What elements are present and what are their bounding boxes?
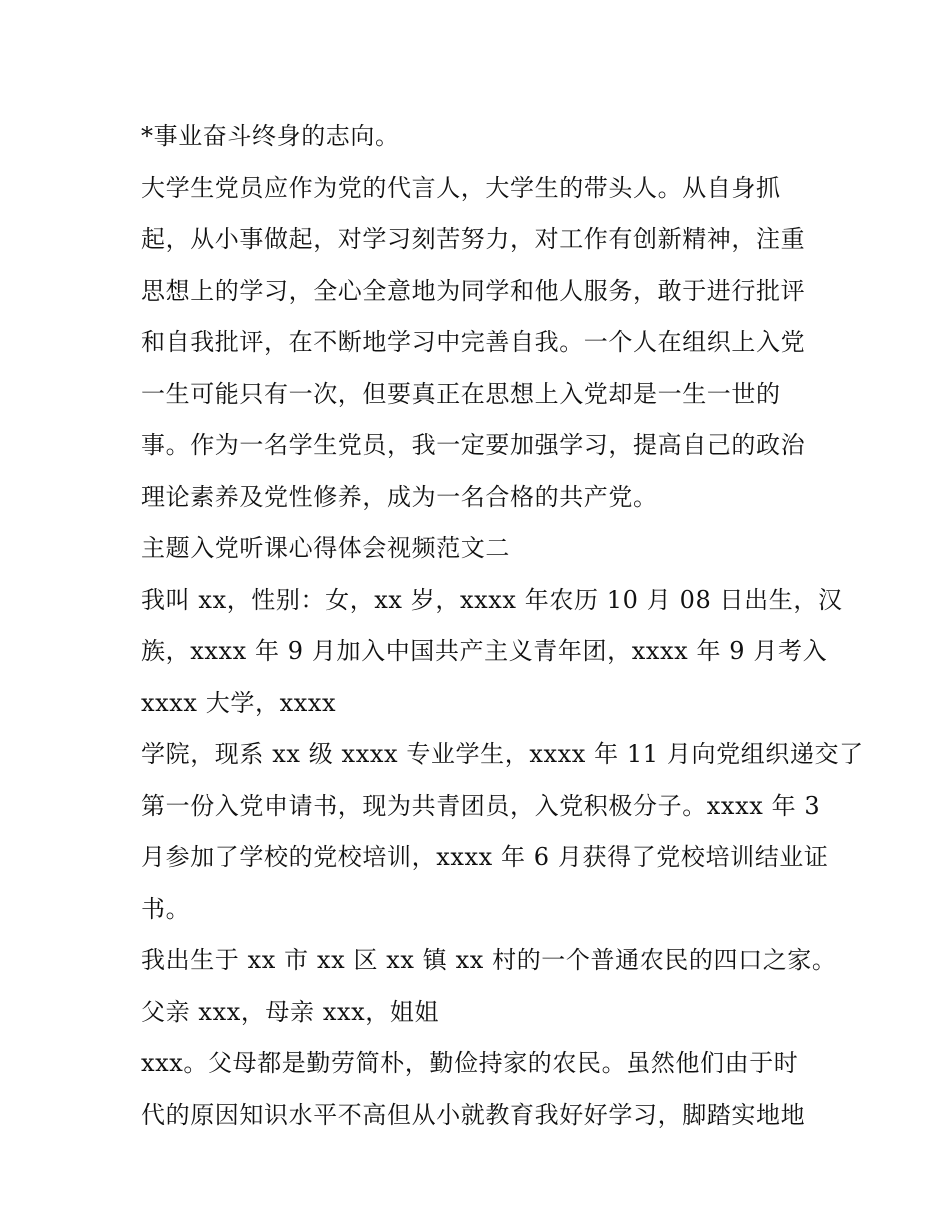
section-heading: 主题入党听课心得体会视频范文二 — [141, 534, 510, 562]
text-line: 我出生于 xx 市 xx 区 xx 镇 xx 村的一个普通农民的四口之家。 — [141, 946, 837, 974]
text-line: 族，xxxx 年 9 月加入中国共产主义青年团，xxxx 年 9 月考入 — [141, 637, 828, 665]
text-line: 父亲 xxx，母亲 xxx，姐姐 — [141, 997, 440, 1026]
text-line: 大学生党员应作为党的代言人，大学生的带头人。从自身抓 — [141, 173, 781, 202]
text-line: 起，从小事做起，对学习刻苦努力，对工作有创新精神，注重 — [141, 225, 806, 253]
text-line: 和自我批评，在不断地学习中完善自我。一个人在组织上入党 — [141, 328, 806, 356]
text-line: *事业奋斗终身的志向。 — [141, 122, 400, 150]
text-line: 一生可能只有一次，但要真正在思想上入党却是一生一世的 — [141, 379, 781, 408]
text-line: 事。作为一名学生党员，我一定要加强学习，提高自己的政治 — [141, 431, 806, 459]
text-line: 代的原因知识水平不高但从小就教育我好好学习，脚踏实地地 — [141, 1100, 806, 1129]
text-line: 我叫 xx，性别：女，xx 岁，xxxx 年农历 10 月 08 日出生，汉 — [141, 585, 843, 614]
text-line: xxxx 大学，xxxx — [141, 688, 337, 717]
document-body — [141, 111, 864, 1141]
text-line: 思想上的学习，全心全意地为同学和他人服务，敢于进行批评 — [141, 276, 806, 305]
text-line: xxx。父母都是勤劳简朴，勤俭持家的农民。虽然他们由于时 — [141, 1049, 799, 1077]
text-line: 书。 — [141, 894, 191, 923]
text-line: 理论素养及党性修养，成为一名合格的共产党。 — [141, 482, 658, 511]
text-line: 学院，现系 xx 级 xxxx 专业学生，xxxx 年 11 月向党组织递交了 — [141, 740, 864, 768]
text-line: 月参加了学校的党校培训，xxxx 年 6 月获得了党校培训结业证 — [141, 843, 829, 871]
text-line: 第一份入党申请书，现为共青团员，入党积极分子。xxxx 年 3 — [141, 791, 821, 820]
